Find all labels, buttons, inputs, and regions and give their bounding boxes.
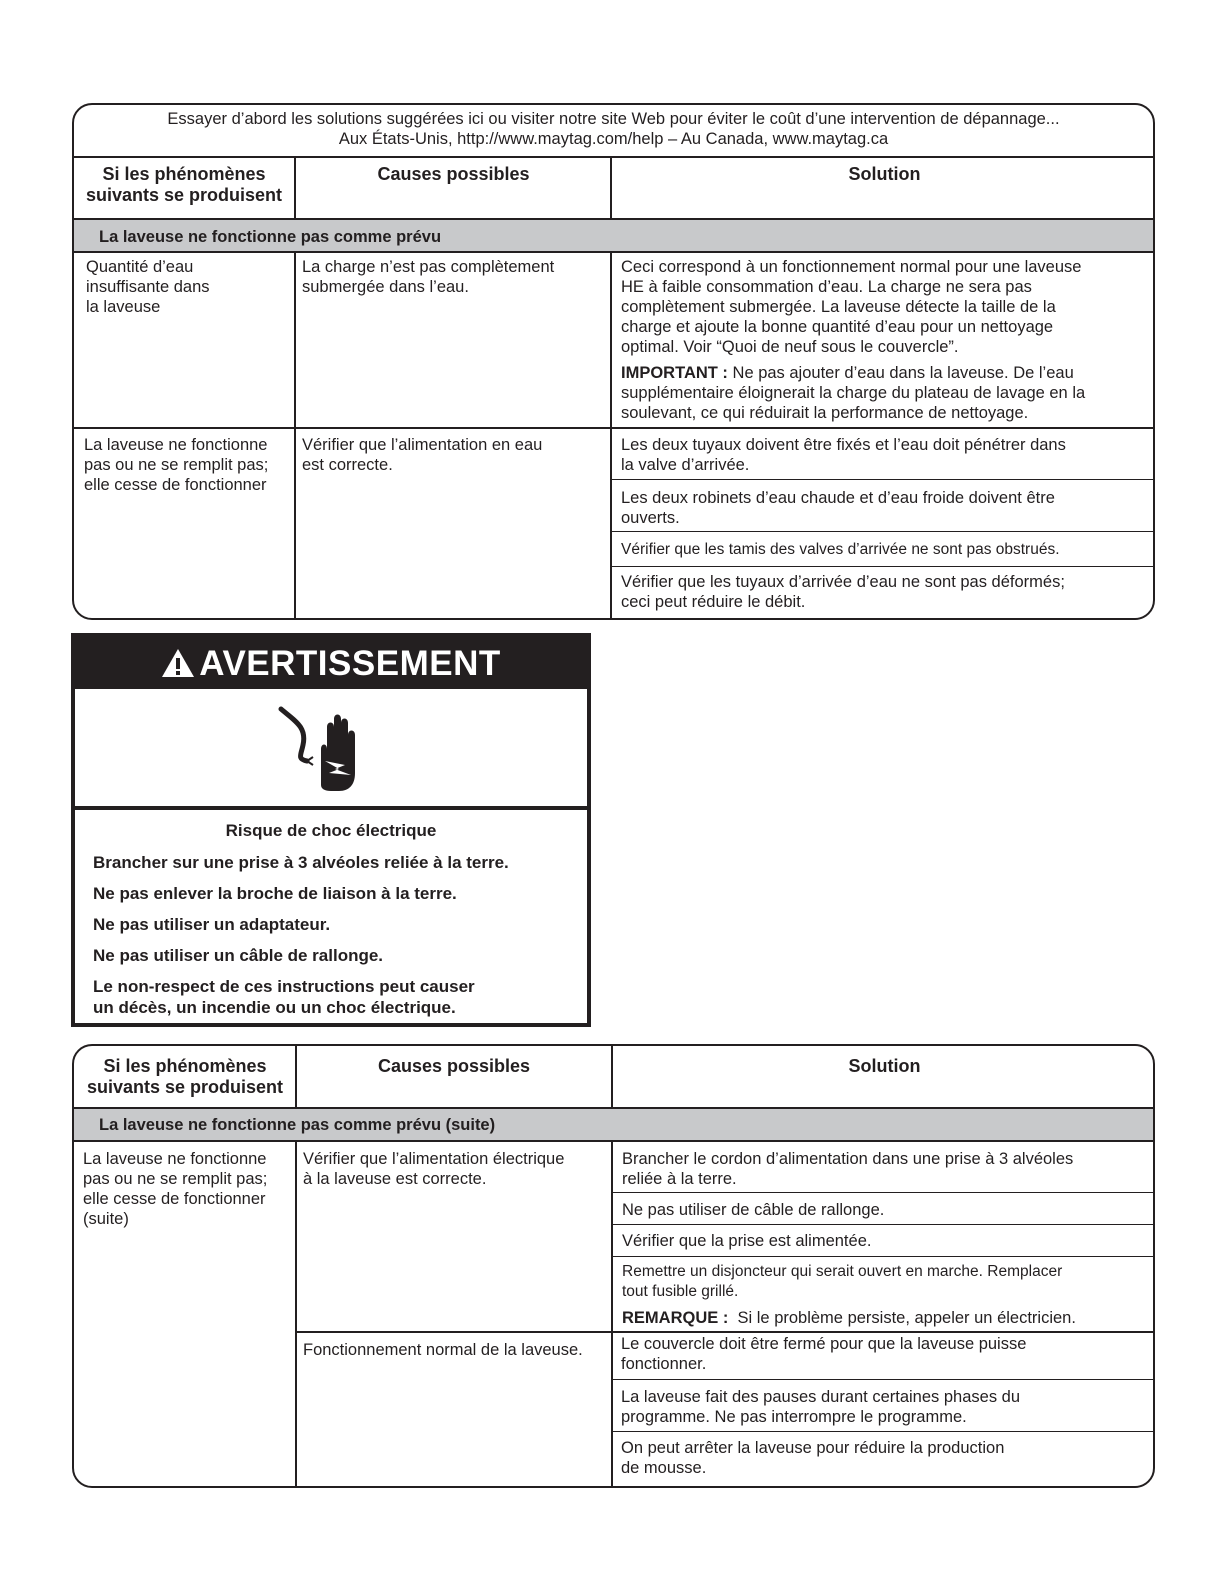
row2-solution-1 [621, 435, 1066, 475]
column-header-problem [74, 164, 294, 206]
warning-header [75, 637, 587, 689]
column-header-problem-line-2: suivants se produisent [86, 1077, 284, 1097]
section-title: La laveuse ne fonctionne pas comme prévu (suite) [99, 1116, 496, 1134]
row1-solution-line: charge et ajoute la bonne quantité d’eau pour un nettoyage [621, 318, 1054, 336]
warning-subtitle: Risque de choc électrique [225, 821, 437, 840]
row1-problem-line: insuffisante dans [86, 278, 210, 296]
warning-line: Brancher sur une prise à 3 alvéoles reliée à la terre. [93, 853, 509, 872]
column-header-solution: Solution [848, 164, 921, 184]
warning-line: Ne pas enlever la broche de liaison à la terre. [93, 884, 457, 903]
row1-problem-line: la laveuse [86, 298, 161, 316]
column-header-cause: Causes possibles [377, 164, 530, 184]
solution-4 [622, 1262, 1062, 1302]
row1-cause-line: La charge n’est pas complètement [302, 258, 555, 276]
row2-problem [84, 435, 268, 495]
warning-triangle-icon [161, 648, 195, 678]
row2-cause-line: est correcte. [302, 456, 393, 474]
row2-solution-3 [621, 540, 1060, 560]
solution-line: Vérifier que les tamis des valves d’arrivée ne sont pas obstrués. [621, 541, 1060, 558]
remarque-label: REMARQUE : [622, 1309, 729, 1327]
important-text-line: Ne pas ajouter d’eau dans la laveuse. De l’eau [727, 364, 1074, 382]
warning-line: un décès, un incendie ou un choc électrique. [93, 998, 456, 1017]
intro-line-1: Essayer d’abord les solutions suggérées ici ou visiter notre site Web pour éviter le coût d’une intervention de dépannage... [167, 110, 1060, 128]
section-title: La laveuse ne fonctionne pas comme prévu [99, 228, 442, 246]
section-band [74, 1109, 1153, 1141]
electric-shock-hand-icon [273, 699, 373, 799]
solution-line: programme. Ne pas interrompre le programme. [621, 1408, 967, 1426]
warning-box [71, 633, 591, 1027]
row2-problem-line: elle cesse de fonctionner [84, 476, 267, 494]
solution-line: Les deux robinets d’eau chaude et d’eau froide doivent être [621, 489, 1055, 507]
row2-solution-4 [621, 572, 1065, 612]
solution-line: Ne pas utiliser de câble de rallonge. [622, 1201, 885, 1219]
intro-text [74, 109, 1153, 149]
solution-line: Vérifier que la prise est alimentée. [622, 1232, 872, 1250]
row1-solution-line: HE à faible consommation d’eau. La charge ne sera pas [621, 278, 1032, 296]
cause-1 [303, 1149, 564, 1189]
row2-cause [302, 435, 542, 475]
solution-1 [622, 1149, 1073, 1189]
column-header-problem-line-1: Si les phénomènes [103, 1056, 267, 1076]
solution-line: On peut arrêter la laveuse pour réduire la production [621, 1439, 1005, 1457]
important-note [621, 363, 1085, 383]
cause-line: Vérifier que l’alimentation électrique [303, 1150, 565, 1168]
troubleshooting-table-2 [72, 1044, 1155, 1488]
column-header-cause: Causes possibles [377, 1056, 531, 1076]
row1-solution-line: Ceci correspond à un fonctionnement normal pour une laveuse [621, 258, 1082, 276]
solution-5 [621, 1334, 1026, 1374]
row1-solution [621, 257, 1085, 423]
problem [83, 1149, 267, 1229]
solution-line: La laveuse fait des pauses durant certaines phases du [621, 1388, 1021, 1406]
warning-title: AVERTISSEMENT [199, 644, 501, 683]
problem-line: pas ou ne se remplit pas; [83, 1170, 268, 1188]
problem-line: elle cesse de fonctionner [83, 1190, 266, 1208]
solution-2 [622, 1200, 884, 1220]
solution-line: Brancher le cordon d’alimentation dans une prise à 3 alvéoles [622, 1150, 1074, 1168]
section-band [74, 220, 1153, 253]
solution-line: Vérifier que les tuyaux d’arrivée d’eau ne sont pas déformés; [621, 573, 1065, 591]
problem-line: La laveuse ne fonctionne [83, 1150, 267, 1168]
solution-line: ceci peut réduire le débit. [621, 593, 806, 611]
problem-line: (suite) [83, 1210, 129, 1228]
row1-cause-line: submergée dans l’eau. [302, 278, 469, 296]
solution-3 [622, 1231, 871, 1251]
row1-problem-line: Quantité d’eau [86, 258, 194, 276]
solution-line: Remettre un disjoncteur qui serait ouvert en marche. Remplacer [622, 1263, 1063, 1280]
important-text-line: supplémentaire éloignerait la charge du plateau de lavage en la [621, 384, 1086, 402]
row1-problem [86, 257, 210, 317]
row2-cause-line: Vérifier que l’alimentation en eau [302, 436, 543, 454]
important-text-line: soulevant, ce qui réduirait la performance de nettoyage. [621, 404, 1029, 422]
solution-line: Le couvercle doit être fermé pour que la laveuse puisse [621, 1335, 1027, 1353]
important-label: IMPORTANT : [621, 364, 728, 382]
solution-7 [621, 1438, 1004, 1478]
solution-line: reliée à la terre. [622, 1170, 737, 1188]
troubleshooting-table-1 [72, 103, 1155, 620]
solution-line: Les deux tuyaux doivent être fixés et l’eau doit pénétrer dans [621, 436, 1066, 454]
cause-line: à la laveuse est correcte. [303, 1170, 487, 1188]
row2-problem-line: La laveuse ne fonctionne [84, 436, 268, 454]
warning-pictogram-area [75, 689, 587, 810]
solution-line: ouverts. [621, 509, 680, 527]
remarque-text: Si le problème persiste, appeler un électricien. [728, 1309, 1076, 1327]
warning-line: Ne pas utiliser un adaptateur. [93, 915, 331, 934]
solution-line: fonctionner. [621, 1355, 707, 1373]
column-header-problem-line-1: Si les phénomènes [102, 164, 266, 184]
solution-line: la valve d’arrivée. [621, 456, 750, 474]
column-header-problem [74, 1056, 296, 1098]
column-header-solution: Solution [848, 1056, 921, 1076]
solution-line: tout fusible grillé. [622, 1283, 739, 1300]
row2-problem-line: pas ou ne se remplit pas; [84, 456, 269, 474]
column-header-problem-line-2: suivants se produisent [85, 185, 283, 205]
warning-line: Le non-respect de ces instructions peut causer [93, 977, 475, 996]
solution-6 [621, 1387, 1020, 1427]
warning-line: Ne pas utiliser un câble de rallonge. [93, 946, 384, 965]
row1-cause [302, 257, 554, 297]
intro-line-2: Aux États-Unis, http://www.maytag.com/help – Au Canada, www.maytag.ca [338, 130, 889, 148]
row2-solution-2 [621, 488, 1055, 528]
cause-line: Fonctionnement normal de la laveuse. [303, 1341, 583, 1359]
row1-solution-line: complètement submergée. La laveuse détecte la taille de la [621, 298, 1056, 316]
row1-solution-line: optimal. Voir “Quoi de neuf sous le couvercle”. [621, 338, 959, 356]
solution-line: de mousse. [621, 1459, 707, 1477]
warning-title-row [75, 645, 587, 683]
remarque-note [622, 1308, 1076, 1328]
cause-2 [303, 1340, 583, 1360]
